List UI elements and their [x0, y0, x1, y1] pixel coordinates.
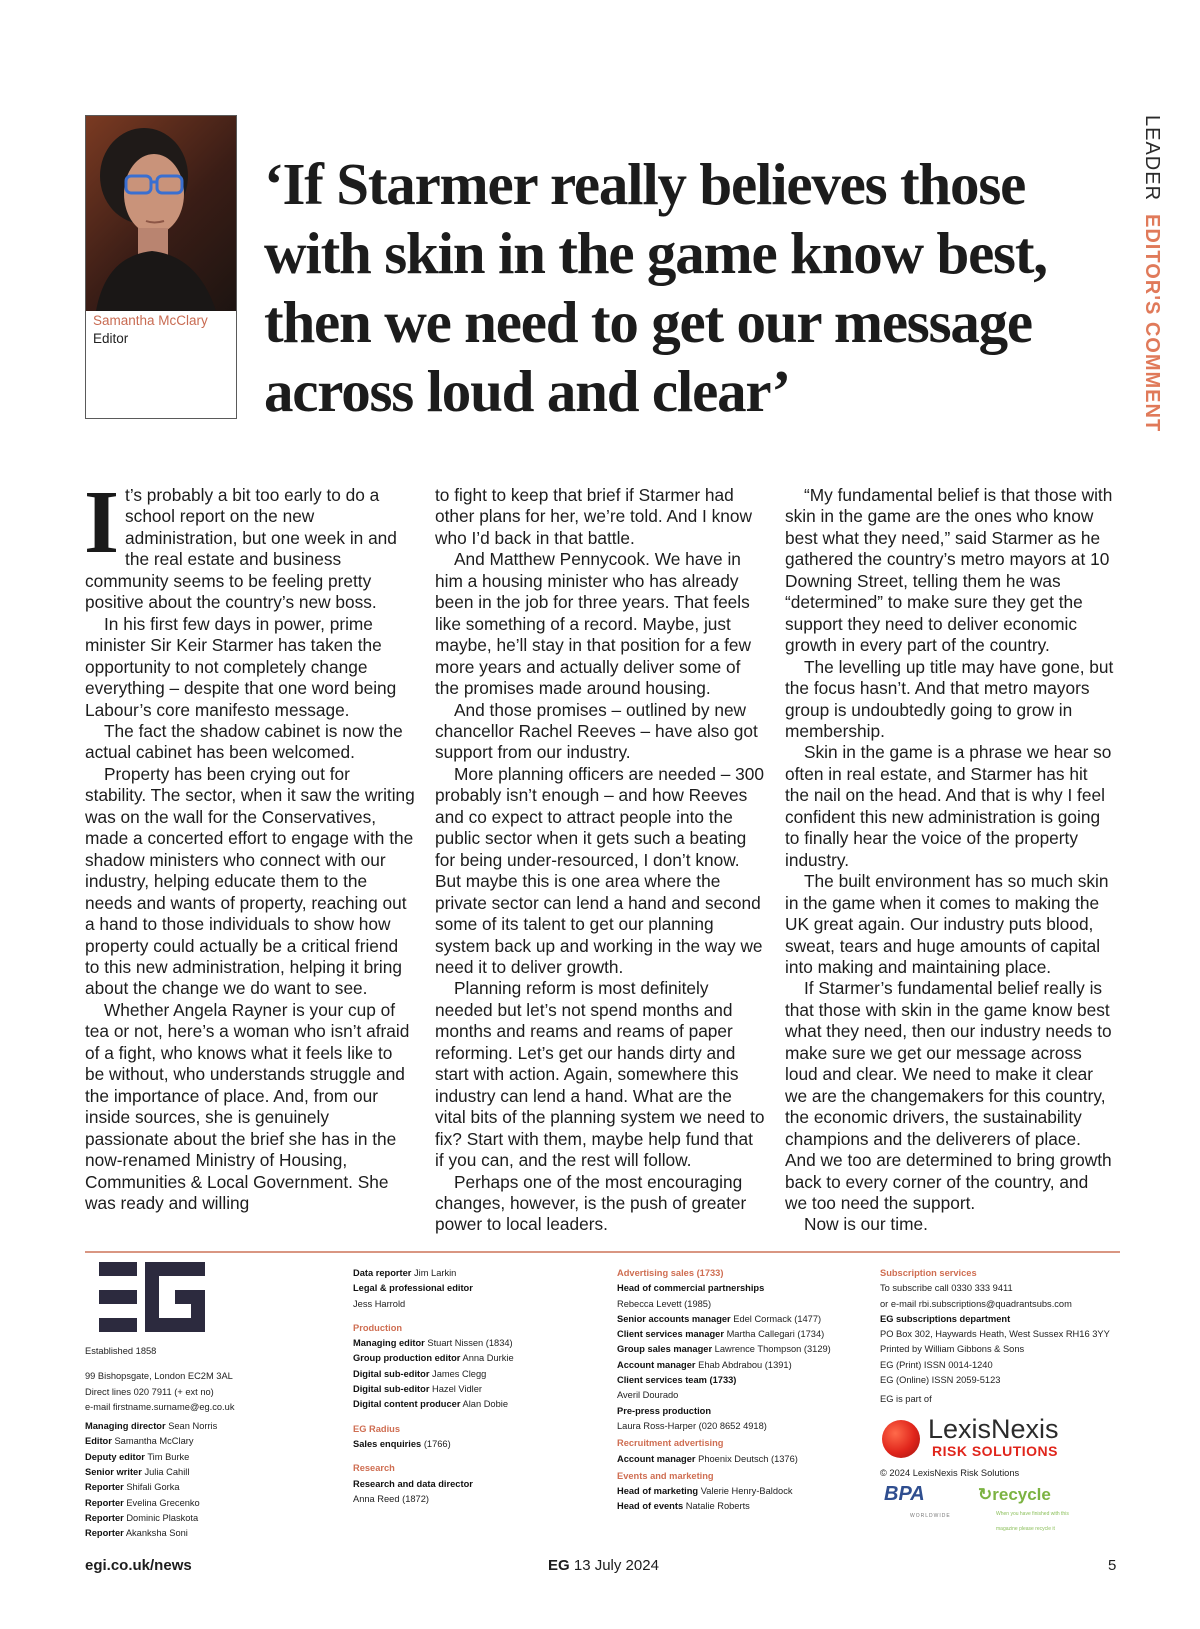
page-number: 5: [1108, 1557, 1117, 1574]
article-paragraph: It’s probably a bit too early to do a school report on the new administration, but one week in and the real estate and business community seems to be feeling pretty positive about the country’s new boss.: [84, 473, 397, 613]
staff-line: Sales enquiries (1766): [353, 1438, 451, 1449]
article-paragraph: The levelling up title may have gone, but the focus hasn’t. And that metro mayors group is undoubtedly going to grow in membership.: [785, 656, 1114, 741]
lexisnexis-subtitle: RISK SOLUTIONS: [932, 1442, 1059, 1459]
copyright: © 2024 LexisNexis Risk Solutions: [880, 1467, 1020, 1478]
article-paragraph: Now is our time.: [804, 1214, 928, 1235]
staff-line: Head of marketing Valerie Henry-Baldock: [617, 1486, 793, 1497]
article-paragraph: And Matthew Pennycook. We have in him a housing minister who has already been in the job for three years. That feels like something of a record. Maybe, just maybe, he’ll stay in that position for a few more years and actually deliver some of the promises made around housing.: [435, 549, 752, 699]
staff-line: Rebecca Levett (1985): [617, 1298, 712, 1309]
recycle-note: When you have finished with this magazine please recycle it: [996, 1510, 1069, 1533]
staff-line: Digital sub-editor James Clegg: [353, 1368, 487, 1379]
masthead-column-1: [85, 1262, 305, 1542]
badges: [880, 1482, 1140, 1533]
lexisnexis-logo: [880, 1414, 1140, 1462]
staff-line: Head of commercial partnerships: [617, 1283, 765, 1294]
article-paragraph: to fight to keep that brief if Starmer had other plans for her, we’re told. And I know who I’d back in that battle.: [435, 485, 753, 548]
staff-line: Senior accounts manager Edel Cormack (1477): [617, 1313, 822, 1324]
info-line: PO Box 302, Haywards Heath, West Sussex RH16 3YY: [880, 1329, 1110, 1340]
article-column-3: [785, 485, 1115, 1236]
masthead-column-2: [353, 1266, 583, 1507]
staff-line: Reporter Akanksha Soni: [85, 1528, 188, 1539]
info-line: or e-mail rbi.subscriptions@quadrantsubs.com: [880, 1298, 1072, 1309]
section-title: EDITOR'S COMMENT: [1141, 213, 1163, 432]
article-paragraph: The fact the shadow cabinet is now the actual cabinet has been welcomed.: [85, 720, 403, 763]
article-column-2: [435, 485, 765, 1236]
footer-divider: [85, 1251, 1120, 1253]
article-paragraph: And those promises – outlined by new chancellor Rachel Reeves – have also got support from our industry.: [435, 699, 758, 763]
folio-date: EG 13 July 2024: [548, 1557, 659, 1574]
address-line: Direct lines 020 7911 (+ ext no): [85, 1386, 214, 1397]
bpa-logo: BPA: [884, 1482, 925, 1505]
events-heading: Events and marketing: [617, 1470, 714, 1481]
research-heading: Research: [353, 1463, 395, 1474]
article-paragraph: “My fundamental belief is that those with skin in the game are the ones who know best what they need,” said Starmer as he gathered the country’s metro mayors at 10 Downing Street, telling them he was “determined” to make sure they get the support they need to deliver economic growth in every part of the country.: [785, 485, 1113, 656]
author-name: Samantha McClary: [93, 313, 208, 328]
staff-line: Digital sub-editor Hazel Vidler: [353, 1384, 482, 1395]
info-line: EG (Print) ISSN 0014-1240: [880, 1359, 993, 1370]
article-paragraph: The built environment has so much skin in the game when it comes to making the UK great again. Our industry puts blood, sweat, tears and huge amounts of capital into making and maintaining place.: [785, 871, 1109, 977]
article-paragraph: In his first few days in power, prime minister Sir Keir Starmer has taken the opportunity to not completely change everything – despite that one word being Labour’s core manifesto message.: [85, 613, 397, 720]
article-paragraph: If Starmer’s fundamental belief really is that those with skin in the game know best what they need, then our industry needs to make sure we get our message across loud and clear. We need to make it clear we are the changemakers for this country, the economic drivers, the sustainability champions and the deliverers of place. And we too are determined to bring growth back to every corner of the country, and we too need the support.: [785, 978, 1112, 1213]
masthead-column-3: [617, 1266, 857, 1515]
staff-line: Account manager Ehab Abdrabou (1391): [617, 1359, 792, 1370]
section-prefix: LEADER: [1141, 115, 1163, 202]
author-role: Editor: [93, 331, 129, 346]
recycle-logo: ↻recycle: [978, 1484, 1051, 1504]
staff-line: Deputy editor Tim Burke: [85, 1451, 190, 1462]
staff-line: Pre-press production: [617, 1405, 712, 1416]
article-column-1: [84, 473, 415, 1214]
staff-line: Reporter Dominic Plaskota: [85, 1512, 199, 1523]
staff-line: Laura Ross-Harper (020 8652 4918): [617, 1420, 767, 1431]
eg-logo: [99, 1262, 205, 1332]
info-line: EG (Online) ISSN 2059-5123: [880, 1375, 1001, 1386]
info-line: To subscribe call 0330 333 9411: [880, 1283, 1013, 1294]
staff-line: Data reporter Jim Larkin: [353, 1268, 457, 1278]
recruitment-heading: Recruitment advertising: [617, 1438, 724, 1449]
advertising-heading: Advertising sales (1733): [617, 1268, 724, 1278]
staff-line: Managing director Sean Norris: [85, 1421, 218, 1432]
author-photo: [86, 116, 236, 311]
staff-line: Research and data director: [353, 1478, 473, 1489]
staff-line: Group production editor Anna Durkie: [353, 1353, 514, 1364]
folio-url[interactable]: egi.co.uk/news: [85, 1557, 192, 1574]
article-paragraph: Property has been crying out for stability. The sector, when it saw the writing was on the wall for the Conservatives, made a concerted effort to engage with the shadow ministers who connect with our industry, helping educate them to the needs and wants of property, reaching out a hand to those individuals to show how property could actually be a critical friend to this new administration, helping it bring about the change we do want to see.: [85, 763, 415, 999]
section-label: [1140, 115, 1163, 432]
staff-line: Digital content producer Alan Dobie: [353, 1399, 508, 1410]
article-paragraph: More planning officers are needed – 300 probably isn’t enough – and how Reeves and co expect to attract people into the public sector when it gets such a beating for being under-resourced, I don’t know. But maybe this is one area where the private sector can lend a hand and second some of its talent to get our planning system back up and working in the way we need it to deliver growth.: [435, 763, 764, 977]
staff-line: Managing editor Stuart Nissen (1834): [353, 1338, 513, 1349]
lexisnexis-ball-icon: [882, 1420, 920, 1458]
staff-line: Jess Harrold: [353, 1298, 406, 1309]
article-paragraph: Skin in the game is a phrase we hear so often in real estate, and Starmer has hit the nail on the head. And that is why I feel confident this new administration is going to finally hear the voice of the property industry.: [785, 742, 1112, 870]
drop-cap: I: [84, 473, 120, 572]
established: Established 1858: [85, 1346, 157, 1356]
info-line: Printed by William Gibbons & Sons: [880, 1344, 1025, 1355]
staff-line: Client services manager Martha Callegari (1734): [617, 1329, 825, 1340]
bpa-subtitle: WORLDWIDE: [910, 1512, 951, 1519]
staff-line: Account manager Phoenix Deutsch (1376): [617, 1453, 798, 1464]
article-paragraph: Planning reform is most definitely needed but let’s not spend months and months and reams and reams of paper reforming. Let’s get our hands dirty and start with action. Again, somewhere this industry can lend a hand. What are the vital bits of the planning system we need to fix? Start with them, maybe help fund that if you can, and the rest will follow.: [435, 978, 765, 1171]
article-paragraph: Whether Angela Rayner is your cup of tea or not, here’s a woman who isn’t afraid of a fight, who knows what it feels like to be without, who understands struggle and the importance of place. And, from our inside sources, she is genuinely passionate about the brief she has in the now-renamed Ministry of Housing, Communities & Local Government. She was ready and willing: [85, 999, 410, 1213]
staff-line: Legal & professional editor: [353, 1283, 473, 1294]
staff-line: Group sales manager Lawrence Thompson (3129): [617, 1344, 831, 1355]
part-of-label: EG is part of: [880, 1394, 932, 1405]
staff-line: Anna Reed (1872): [353, 1493, 429, 1504]
staff-line: Client services team (1733): [617, 1375, 737, 1386]
radius-heading: EG Radius: [353, 1423, 401, 1434]
masthead-column-4: [880, 1266, 1140, 1533]
lexisnexis-wordmark: LexisNexis: [928, 1413, 1059, 1444]
article-paragraph: Perhaps one of the most encouraging changes, however, is the push of greater power to local leaders.: [435, 1171, 747, 1235]
staff-line: Averil Dourado: [617, 1390, 679, 1401]
staff-line: Head of events Natalie Roberts: [617, 1501, 750, 1512]
staff-line: Reporter Evelina Grecenko: [85, 1497, 200, 1508]
staff-line: Editor Samantha McClary: [85, 1436, 194, 1447]
address-line: 99 Bishopsgate, London EC2M 3AL: [85, 1371, 233, 1382]
email-line: e-mail firstname.surname@eg.co.uk: [85, 1401, 235, 1412]
headline: ‘If Starmer really believes those with skin in the game know best, then we need to get our message across loud and clear’: [264, 151, 1047, 424]
staff-line: Reporter Shifali Gorka: [85, 1482, 180, 1493]
staff-line: Senior writer Julia Cahill: [85, 1467, 190, 1478]
author-box: [85, 115, 237, 419]
production-heading: Production: [353, 1322, 403, 1333]
subscription-heading: Subscription services: [880, 1268, 977, 1278]
dept-heading: EG subscriptions department: [880, 1313, 1011, 1324]
